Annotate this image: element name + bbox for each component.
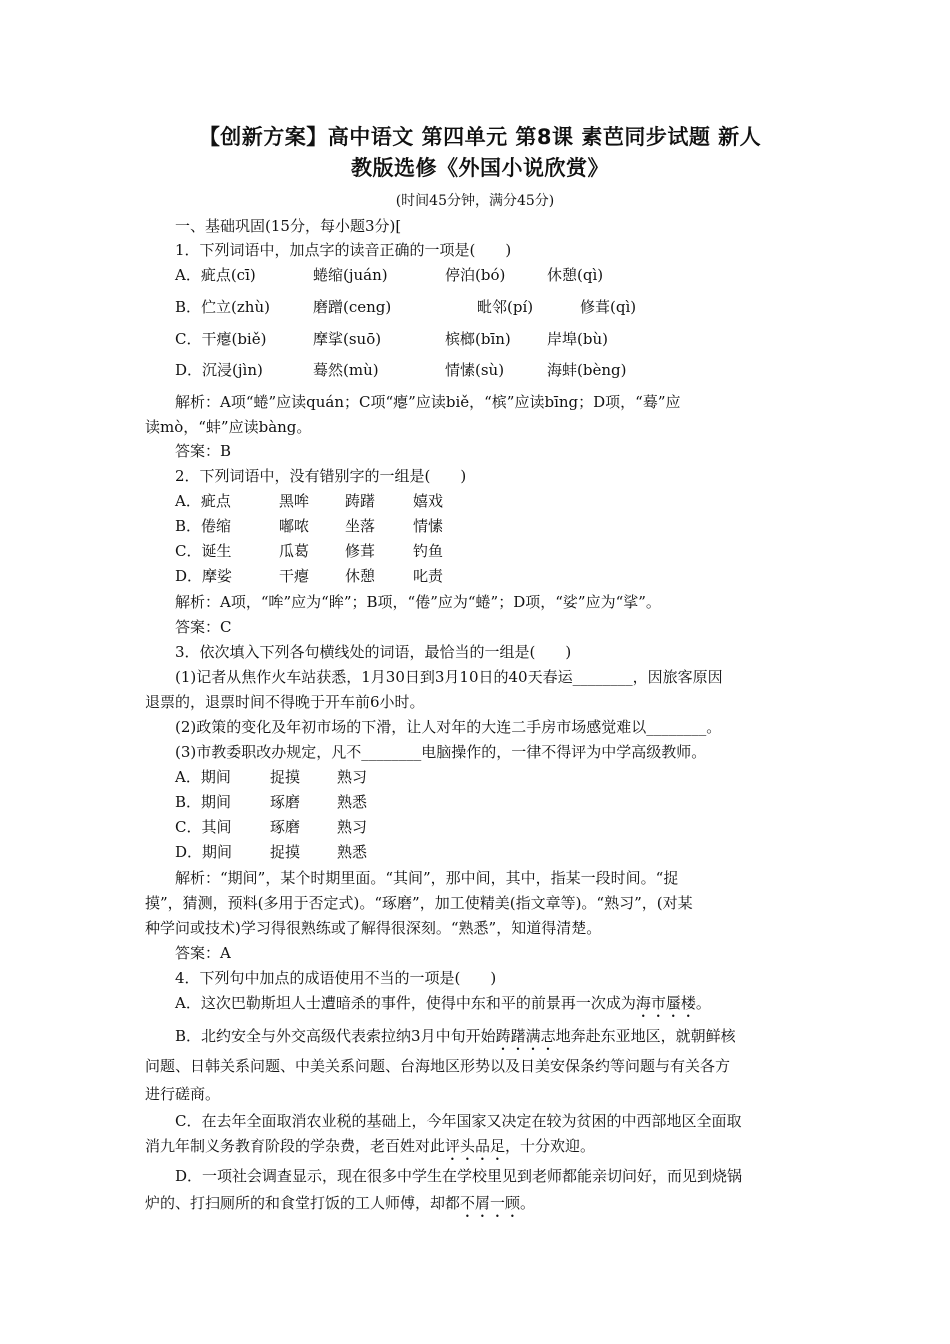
option-cell: D．期间 — [175, 843, 233, 861]
sentence-text: 。 — [695, 994, 711, 1012]
option-cell: 休憩(qì) — [547, 266, 604, 284]
question-2-answer: 答案：C — [175, 618, 232, 636]
option-cell: 琢磨 — [270, 818, 301, 836]
dotted-idiom: 评头品足 — [445, 1137, 506, 1155]
option-cell: 干瘪 — [279, 567, 310, 585]
option-cell: A．疵点(cī) — [175, 266, 256, 284]
page-title-line-2: 教版选修《外国小说欣赏》 — [351, 156, 609, 180]
section-heading: 一、基础巩固(15分，每小题3分)[ — [175, 217, 402, 235]
sentence-text: 。 — [520, 1194, 536, 1212]
question-3-analysis-cont-1: 摸”，猜测，预料(多用于否定式)。“琢磨”，加工使精美(指文章等)。“熟习”，(对某 — [145, 894, 693, 912]
option-cell: 熟习 — [337, 818, 368, 836]
question-3-stem: 3．依次填入下列各句横线处的词语，最恰当的一组是( ) — [175, 643, 572, 661]
option-cell: 毗邻(pí) — [477, 298, 534, 316]
option-cell: B．倦缩 — [175, 517, 232, 535]
option-cell: 捉摸 — [270, 768, 301, 786]
question-4-option-c-cont — [145, 1136, 595, 1164]
page-title-line-1: 【创新方案】高中语文 第四单元 第8课 素芭同步试题 新人 — [198, 125, 762, 149]
option-cell: D．摩娑 — [175, 567, 233, 585]
option-cell: C．诞生 — [175, 542, 232, 560]
question-4-option-c: C．在去年全面取消农业税的基础上，今年国家又决定在较为贫困的中西部地区全面取 — [175, 1112, 742, 1130]
option-cell: B．伫立(zhù) — [175, 298, 270, 316]
option-cell: 嘟哝 — [279, 517, 310, 535]
option-cell: C．干瘪(biě) — [175, 330, 267, 348]
option-cell: 情愫 — [413, 517, 444, 535]
dotted-idiom: 不屑一顾 — [460, 1194, 521, 1212]
option-cell: 蜷缩(juán) — [313, 266, 388, 284]
option-cell: 停泊(bó) — [445, 266, 506, 284]
option-cell: 捉摸 — [270, 843, 301, 861]
option-cell: 磨蹭(ceng) — [313, 298, 392, 316]
option-cell: 蓦然(mù) — [313, 361, 379, 379]
question-1-analysis: 解析：A项“蜷”应读quán；C项“瘪”应读biě，“槟”应读bīng；D项，“蓦”应 — [175, 393, 681, 411]
dotted-idiom: 海市蜃楼 — [635, 994, 696, 1012]
option-cell: D．沉浸(jìn) — [175, 361, 263, 379]
option-cell: 瓜葛 — [279, 542, 310, 560]
option-cell: 嬉戏 — [413, 492, 444, 510]
sentence-text: 炉的、打扫厕所的和食堂打饭的工人师傅，却都 — [145, 1194, 461, 1212]
option-cell: 修葺 — [345, 542, 376, 560]
option-cell: A．期间 — [175, 768, 231, 786]
question-3-sentence-1-cont: 退票的，退票时间不得晚于开车前6小时。 — [145, 693, 425, 711]
exam-time-note: (时间45分钟，满分45分) — [395, 193, 555, 209]
question-4-option-b-cont-2: 进行磋商。 — [145, 1085, 221, 1103]
option-cell: 踌躇 — [345, 492, 376, 510]
option-cell: 琢磨 — [270, 793, 301, 811]
question-4-option-b — [175, 1026, 736, 1054]
dotted-idiom: 踌躇满志 — [495, 1027, 556, 1045]
question-2-analysis: 解析：A项，“哞”应为“眸”；B项，“倦”应为“蜷”；D项，“娑”应为“挲”。 — [175, 593, 661, 611]
option-cell: 休憩 — [345, 567, 376, 585]
question-3-analysis: 解析：“期间”，某个时期里面。“其间”，那中间，其中，指某一段时间。“捉 — [175, 869, 679, 887]
option-cell: 坐落 — [345, 517, 376, 535]
option-cell: B．期间 — [175, 793, 232, 811]
question-3-answer: 答案：A — [175, 944, 231, 962]
option-cell: 钓鱼 — [413, 542, 444, 560]
option-cell: 摩挲(suō) — [313, 330, 382, 348]
option-cell: A．疵点 — [175, 492, 231, 510]
option-cell: 情愫(sù) — [445, 361, 505, 379]
option-cell: C．其间 — [175, 818, 232, 836]
sentence-text: 地奔赴东亚地区，就朝鲜核 — [555, 1027, 736, 1045]
question-4-option-d: D．一项社会调查显示，现在很多中学生在学校里见到老师都能亲切问好，而见到烧锅 — [175, 1167, 743, 1185]
option-cell: 黑哞 — [279, 492, 310, 510]
option-cell: 槟榔(bīn) — [445, 330, 511, 348]
sentence-text: 消九年制义务教育阶段的学杂费，老百姓对此 — [145, 1137, 446, 1155]
question-3-sentence-3: (3)市教委职改办规定，凡不________电脑操作的，一律不得评为中学高级教师。 — [175, 743, 707, 761]
option-cell: 熟悉 — [337, 793, 368, 811]
question-3-sentence-2: (2)政策的变化及年初市场的下滑，让人对年的大连二手房市场感觉难以________。 — [175, 718, 722, 736]
option-cell: 熟习 — [337, 768, 368, 786]
option-cell: 叱责 — [413, 567, 444, 585]
question-4-option-a — [175, 993, 711, 1021]
option-cell: 岸埠(bù) — [547, 330, 608, 348]
question-4-option-d-cont — [145, 1193, 535, 1221]
question-2-stem: 2．下列词语中，没有错别字的一组是( ) — [175, 467, 467, 485]
question-3-sentence-1: (1)记者从焦作火车站获悉，1月30日到3月10日的40天春运________，因旅客原因 — [175, 668, 723, 686]
sentence-text: B．北约安全与外交高级代表索拉纳3月中旬开始 — [175, 1027, 496, 1045]
question-1-stem: 1．下列词语中，加点字的读音正确的一项是( ) — [175, 241, 512, 259]
sentence-text: ，十分欢迎。 — [505, 1137, 596, 1155]
option-cell: 熟悉 — [337, 843, 368, 861]
option-cell: 修葺(qì) — [580, 298, 637, 316]
option-cell: 海蚌(bèng) — [547, 361, 627, 379]
question-3-analysis-cont-2: 种学问或技术)学习得很熟练或了解得很深刻。“熟悉”，知道得清楚。 — [145, 919, 602, 937]
question-1-analysis-cont: 读mò，“蚌”应读bàng。 — [145, 418, 312, 436]
question-4-option-b-cont-1: 问题、日韩关系问题、中美关系问题、台海地区形势以及日美安保条约等问题与有关各方 — [145, 1057, 731, 1075]
sentence-text: A．这次巴勒斯坦人士遭暗杀的事件，使得中东和平的前景再一次成为 — [175, 994, 636, 1012]
question-1-answer: 答案：B — [175, 442, 232, 460]
question-4-stem: 4．下列句中加点的成语使用不当的一项是( ) — [175, 969, 497, 987]
